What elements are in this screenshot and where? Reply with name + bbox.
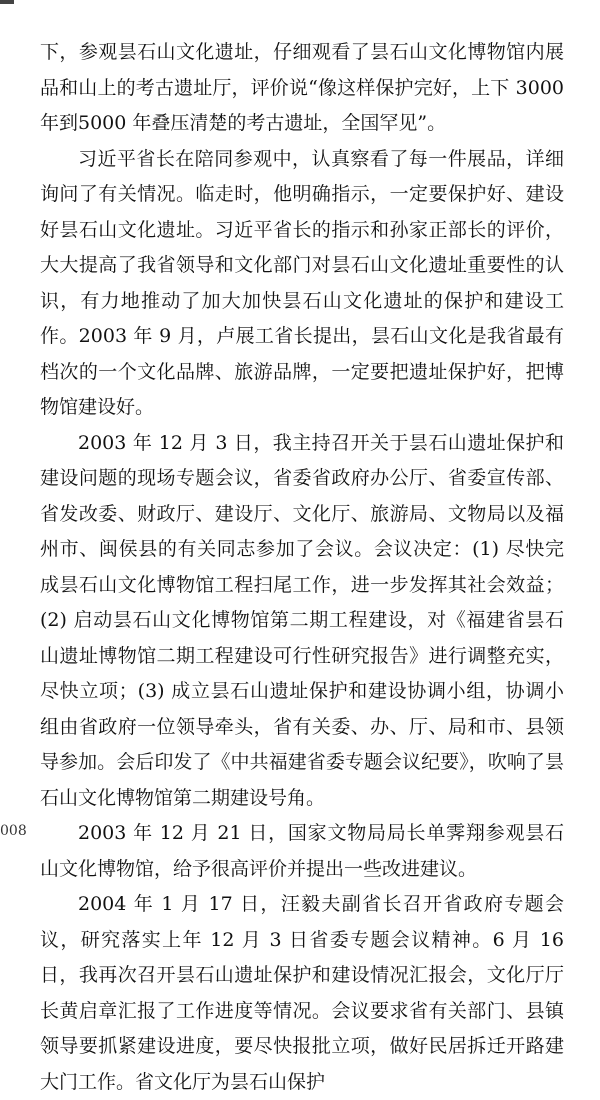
paragraph-1: 下，参观昙石山文化遗址，仔细观看了昙石山文化博物馆内展品和山上的考古遗址厅，评价说“像这样保护完好，上下 3000 年到5000 年叠压清楚的考古遗址，全国罕见”。 bbox=[40, 41, 564, 134]
paragraph-3: 2003 年 12 月 3 日，我主持召开关于昙石山遗址保护和建设问题的现场专题会议，省委省政府办公厅、省委宣传部、省发改委、财政厅、建设厅、文化厅、旅游局、文物局以及福州市、闽侯县的有关同志参加了会议。会议决定：(1) 尽快完成昙石山文化博物馆工程扫尾工作，进一步发挥其社会效益；(2) 启动昙石山文化博物馆第二期工程建设，对《福建省昙石山遗址博物馆二期工程建设可行性研究报告》进行调整充实，尽快立项；(3) 成立昙石山遗址保护和建设协调小组，协调小组由省政府一位领导牵头，省有关委、办、厅、局和市、县领导参加。会后印发了《中共福建省委专题会议纪要》，吹响了昙石山文化博物馆第二期建设号角。 bbox=[40, 431, 564, 809]
paragraph-2: 习近平省长在陪同参观中，认真察看了每一件展品，详细询问了有关情况。临走时，他明确指示，一定要保护好、建设好昙石山文化遗址。习近平省长的指示和孙家正部长的评价，大大提高了我省领导和文化部门对昙石山文化遗址重要性的认识，有力地推动了加大加快昙石山文化遗址的保护和建设工作。2003 年 9 月，卢展工省长提出，昙石山文化是我省最有档次的一个文化品牌、旅游品牌，一定要把遗址保护好，把博物馆建设好。 bbox=[40, 147, 564, 418]
body-text bbox=[40, 35, 564, 1100]
top-edge-mark bbox=[0, 0, 14, 4]
paragraph-4: 2003 年 12 月 21 日，国家文物局局长单霁翔参观昙石山文化博物馆，给予很高评价并提出一些改进建议。 bbox=[40, 822, 564, 880]
page-number: 008 bbox=[0, 823, 27, 839]
paragraph-5: 2004 年 1 月 17 日，汪毅夫副省长召开省政府专题会议，研究落实上年 12 月 3 日省委专题会议精神。6 月 16 日，我再次召开昙石山遗址保护和建设情况汇报会，文化厅厅长黄启章汇报了工作进度等情况。会议要求省有关部门、县镇领导要抓紧建设进度，要尽快报批立项，做好民居拆迁开路建大门工作。省文化厅为昙石山保护 bbox=[40, 893, 564, 1093]
